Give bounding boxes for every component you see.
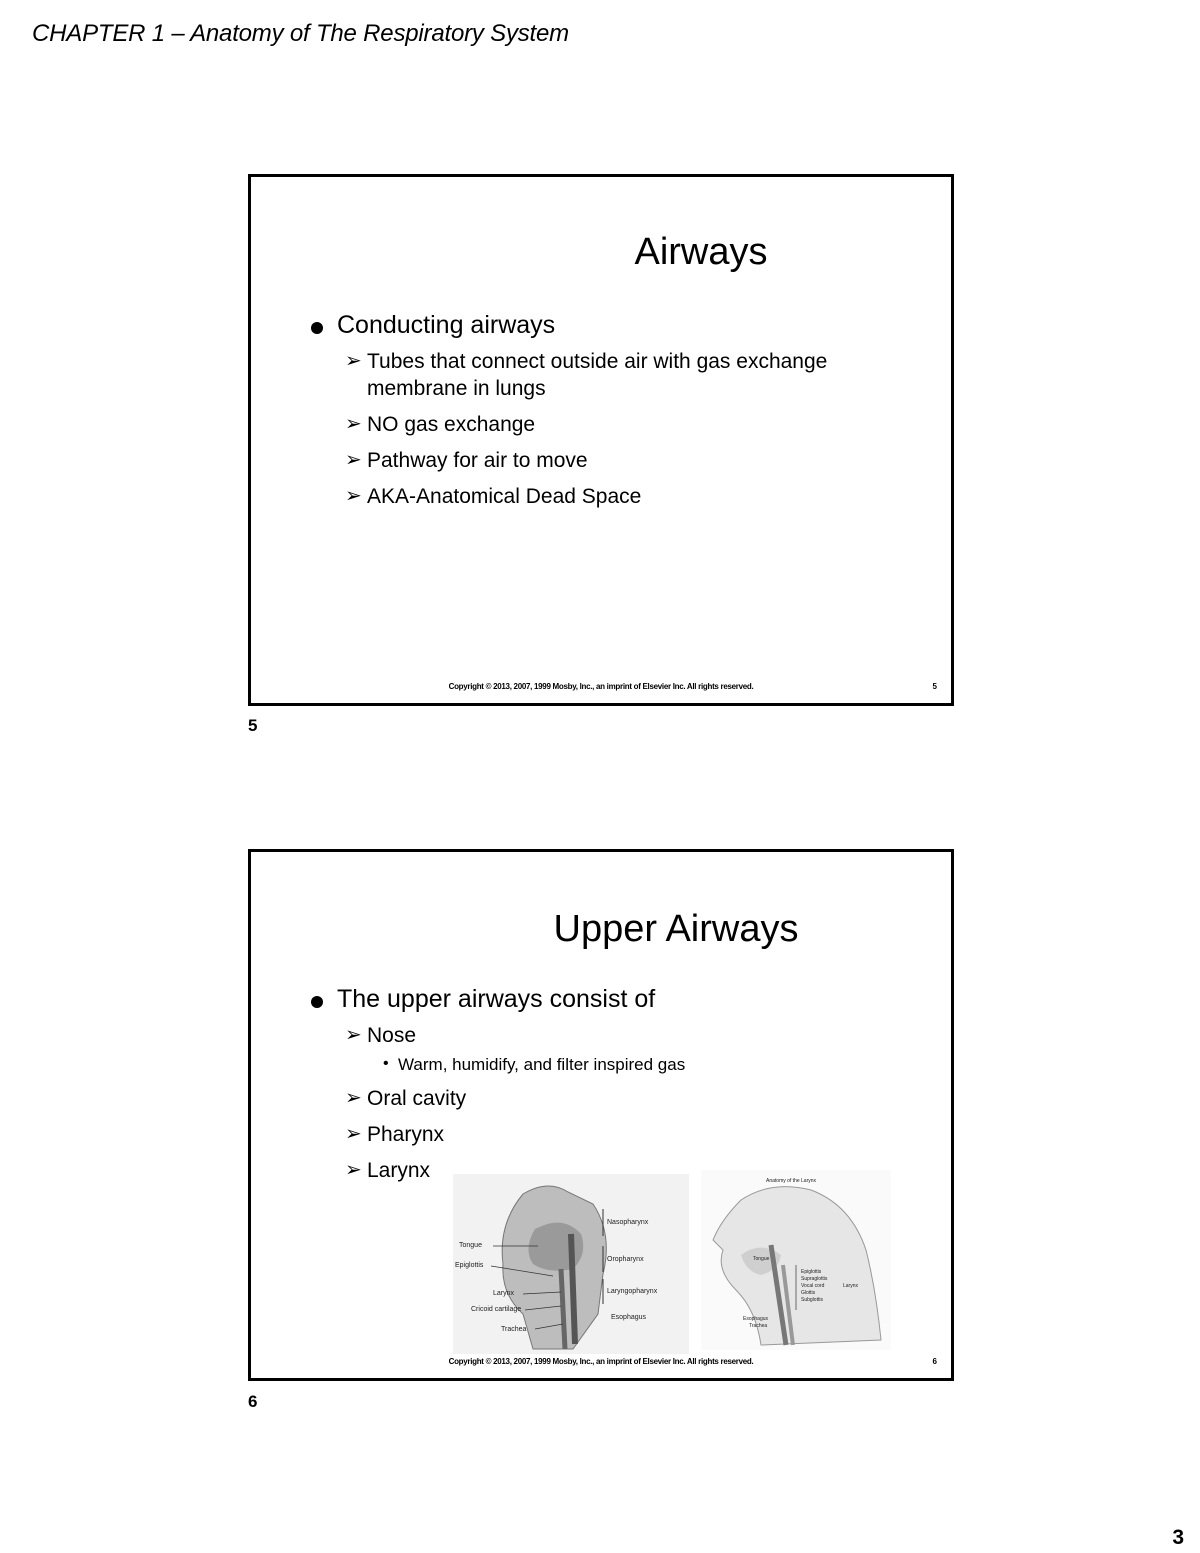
- sub-bullet-text: Nose: [367, 1024, 417, 1047]
- sub-bullet-item: [309, 411, 911, 438]
- page-number: 3: [1172, 1526, 1184, 1549]
- sub-bullet-text: Tubes that connect outside air with gas exchange membrane in lungs: [367, 350, 828, 400]
- figure-label: Nasopharynx: [607, 1219, 649, 1226]
- chapter-header: CHAPTER 1 – Anatomy of The Respiratory System: [32, 20, 569, 47]
- figure-label: Tongue: [753, 1256, 770, 1262]
- slide-copyright: Copyright © 2013, 2007, 1999 Mosby, Inc., an imprint of Elsevier Inc. All rights reserved.: [448, 682, 754, 691]
- head-profile-illustration: [701, 1170, 891, 1350]
- bullet-item: Conducting airways: [309, 311, 911, 340]
- bullet-list: [309, 985, 911, 1193]
- sub-bullet-text: NO gas exchange: [367, 413, 536, 436]
- sub-bullet-text: AKA-Anatomical Dead Space: [367, 485, 642, 508]
- figure-label: Supraglottis: [801, 1276, 828, 1282]
- figure-label: Trachea: [501, 1326, 527, 1333]
- sub-bullet-item: [309, 1085, 911, 1112]
- slide-number: 6: [248, 1392, 258, 1411]
- figure-label: Cricoid cartilage: [471, 1306, 522, 1313]
- figure-label: Subglottis: [801, 1297, 823, 1303]
- figure-label: Esophagus: [611, 1314, 647, 1321]
- slide-number: 5: [248, 716, 258, 735]
- bullet-item: The upper airways consist of: [309, 985, 911, 1014]
- figure-label: Laryngopharynx: [607, 1288, 658, 1295]
- figure-label: Trachea: [749, 1323, 768, 1329]
- arrow-bullet-icon: ➢: [345, 413, 362, 435]
- sub-bullet-text: Pathway for air to move: [367, 449, 588, 472]
- slide-inner-number: 5: [932, 682, 937, 691]
- figure-label: Esophagus: [743, 1316, 769, 1322]
- sub-bullet-item: [309, 1121, 911, 1148]
- figure-label: Glottis: [801, 1290, 816, 1296]
- sub-bullet-text: Oral cavity: [367, 1087, 467, 1110]
- bullet-list: [309, 311, 911, 519]
- figure-label: Oropharynx: [607, 1256, 644, 1263]
- slide-copyright: Copyright © 2013, 2007, 1999 Mosby, Inc., an imprint of Elsevier Inc. All rights reserved.: [448, 1357, 754, 1366]
- slide-airways: [248, 174, 954, 706]
- slide-inner-number: 6: [932, 1357, 937, 1366]
- sub-sub-bullet-item: [309, 1055, 911, 1075]
- arrow-bullet-icon: ➢: [345, 485, 362, 507]
- arrow-bullet-icon: ➢: [345, 1159, 362, 1181]
- figure-label: Vocal cord: [801, 1283, 825, 1289]
- slide-title: Airways: [634, 231, 768, 273]
- head-section-illustration: [453, 1174, 689, 1354]
- arrow-bullet-icon: ➢: [345, 449, 362, 471]
- figure-label: Larynx: [843, 1283, 859, 1289]
- larynx-anatomy-figure: [701, 1170, 891, 1350]
- sub-bullet-item: [309, 348, 911, 402]
- arrow-bullet-icon: ➢: [345, 1087, 362, 1109]
- upper-airway-sagittal-figure: [453, 1174, 689, 1354]
- sub-bullet-item: [309, 1022, 911, 1049]
- sub-bullet-text: Pharynx: [367, 1123, 445, 1146]
- sub-bullet-text: Larynx: [367, 1159, 431, 1182]
- slide-title: Upper Airways: [553, 908, 799, 950]
- figure-label: Epiglottis: [455, 1262, 484, 1269]
- arrow-bullet-icon: ➢: [345, 350, 362, 372]
- sub-sub-bullet-text: Warm, humidify, and filter inspired gas: [398, 1055, 686, 1074]
- sub-bullet-item: [309, 447, 911, 474]
- figure-label: Larynx: [493, 1290, 515, 1297]
- figure-label: Epiglottis: [801, 1269, 822, 1275]
- sub-bullet-item: [309, 483, 911, 510]
- slide-upper-airways: [248, 849, 954, 1381]
- dot-bullet-icon: •: [383, 1055, 389, 1072]
- figure-title: Anatomy of the Larynx: [766, 1178, 817, 1184]
- figure-label: Tongue: [459, 1242, 482, 1249]
- arrow-bullet-icon: ➢: [345, 1123, 362, 1145]
- arrow-bullet-icon: ➢: [345, 1024, 362, 1046]
